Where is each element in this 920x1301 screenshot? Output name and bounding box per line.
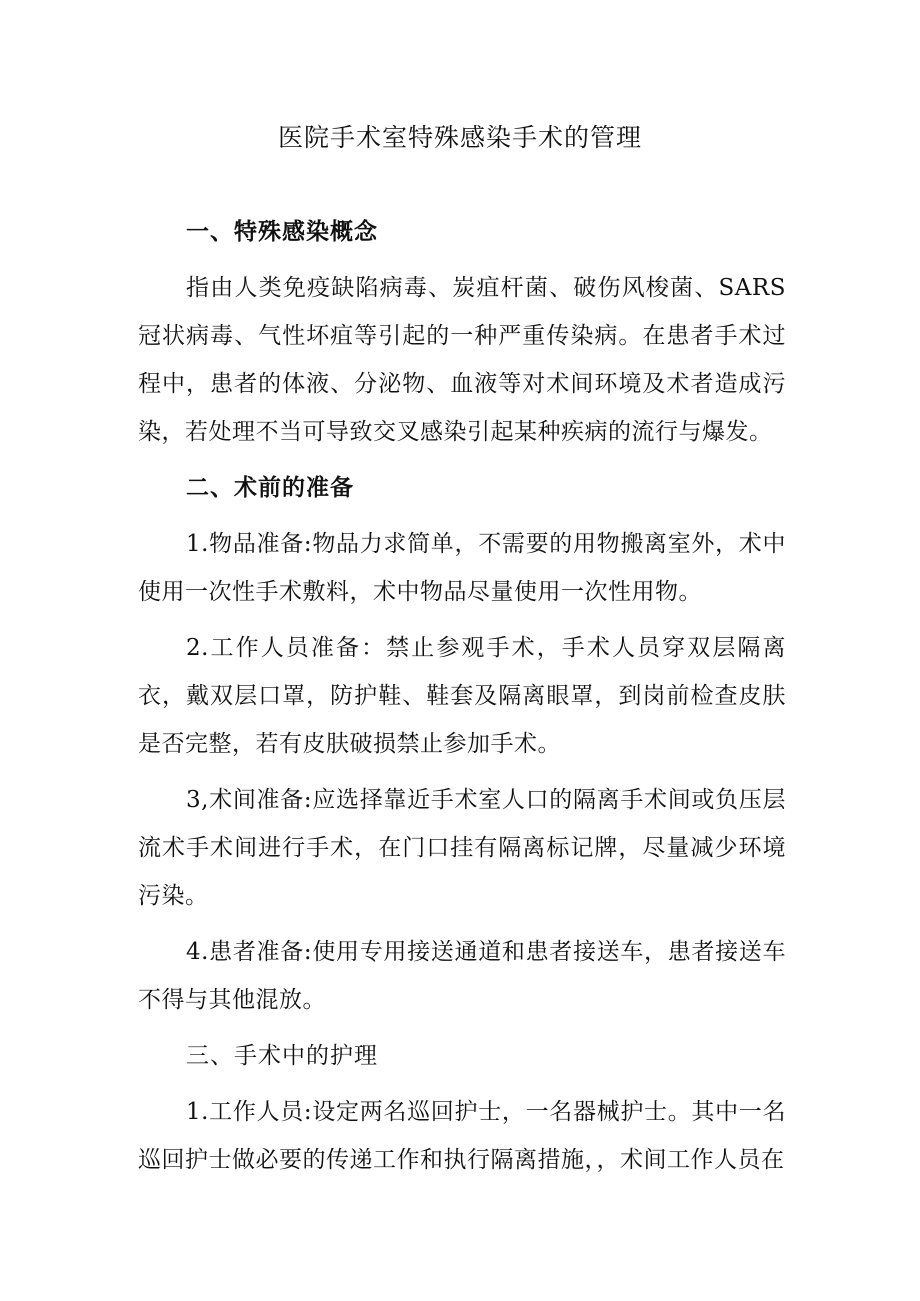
- section-heading-preparation: 二、术前的准备: [186, 475, 354, 501]
- section-heading-intraoperative: 三、手术中的护理: [186, 1043, 378, 1069]
- section-heading-concept: 一、特殊感染概念: [186, 219, 378, 245]
- paragraph-item-intraop-staff: 1.工作人员:设定两名巡回护士，一名器械护士。其中一名巡回护士做必要的传递工作和执行隔离措施，，术间工作人员在: [138, 1099, 786, 1173]
- paragraph-item-patient: 4.患者准备:使用专用接送通道和患者接送车，患者接送车不得与其他混放。: [138, 939, 786, 1013]
- document-body: [138, 208, 786, 1192]
- paragraph-item-supplies: 1.物品准备:物品力求简单，不需要的用物搬离室外，术中使用一次性手术敷料，术中物品尽量使用一次性用物。: [138, 531, 786, 605]
- paragraph-item-staff: 2.工作人员准备：禁止参观手术，手术人员穿双层隔离衣，戴双层口罩，防护鞋、鞋套及隔离眼罩，到岗前检查皮肤是否完整，若有皮肤破损禁止参加手术。: [138, 635, 786, 757]
- document-title: 医院手术室特殊感染手术的管理: [277, 123, 642, 152]
- paragraph-concept: 指由人类免疫缺陷病毒、炭疽杆菌、破伤风梭菌、SARS冠状病毒、气性坏疽等引起的一种严重传染病。在患者手术过程中，患者的体液、分泌物、血液等对术间环境及术者造成污染，若处理不当可导致交叉感染引起某种疾病的流行与爆发。: [138, 275, 786, 445]
- paragraph-item-room: 3,术间准备:应选择靠近手术室人口的隔离手术间或负压层流术手术间进行手术，在门口挂有隔离标记牌，尽量减少环境污染。: [138, 787, 786, 909]
